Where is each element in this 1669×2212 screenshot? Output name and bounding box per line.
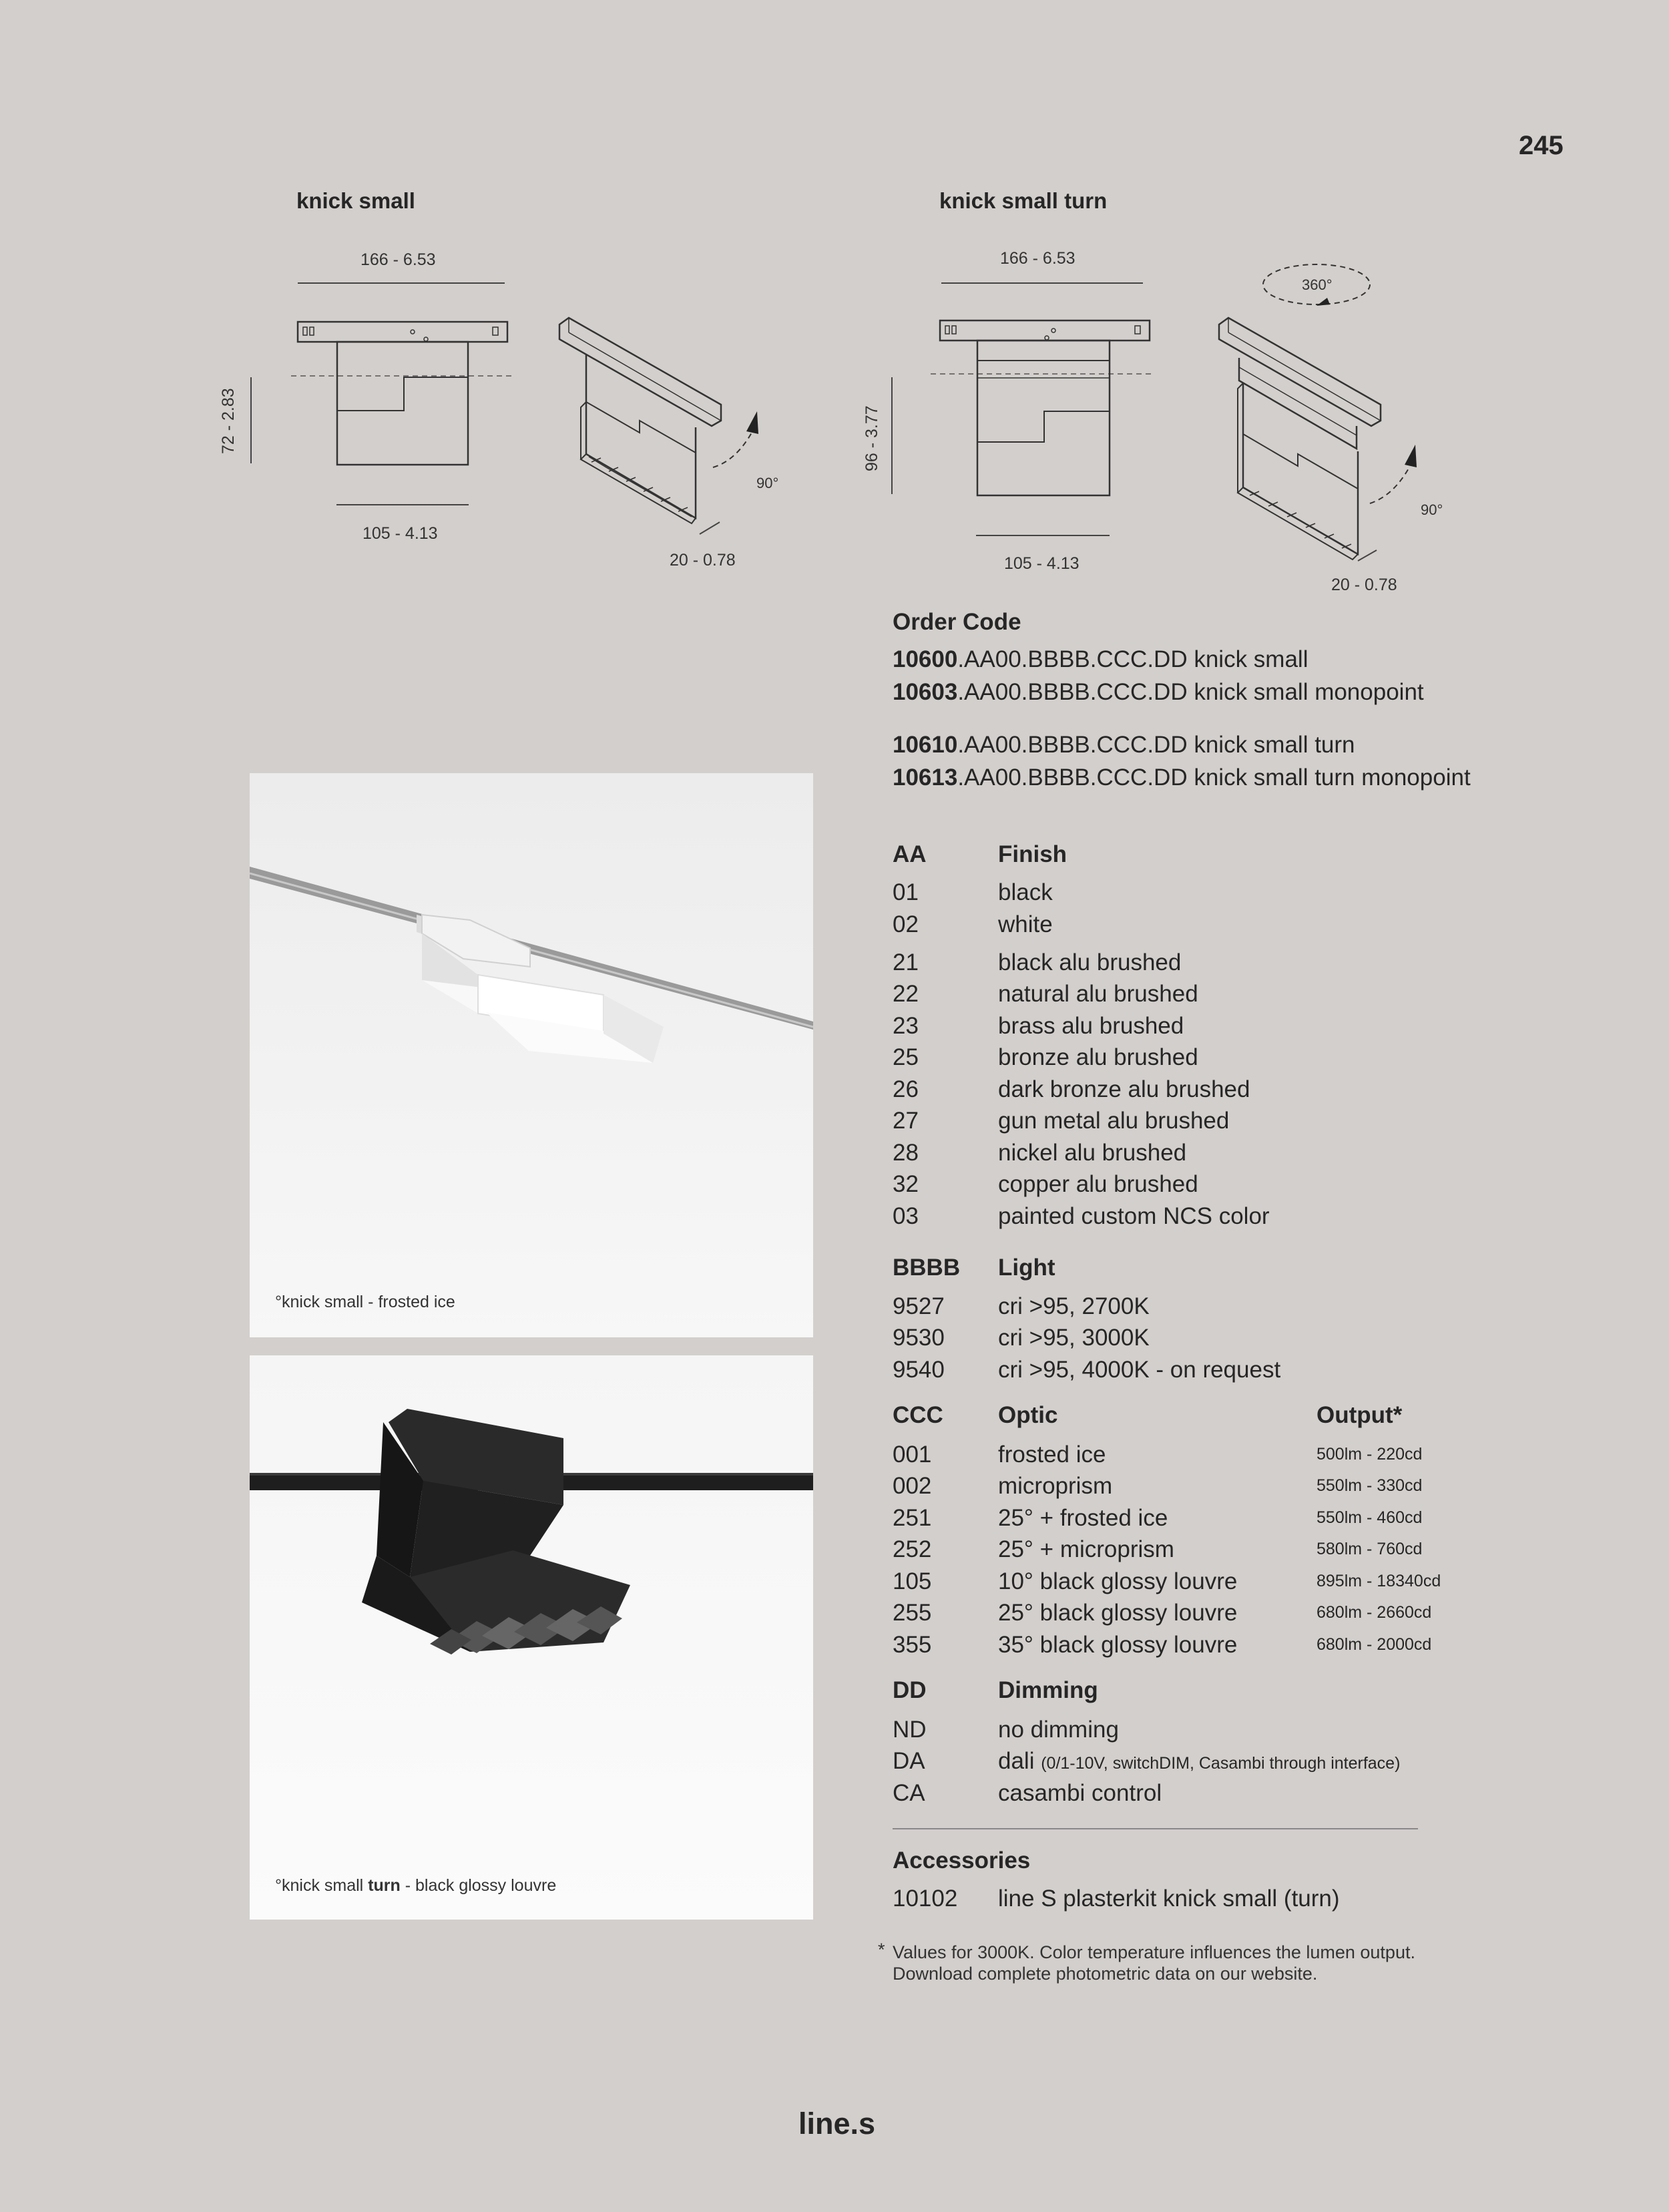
knick-small-front-drawing bbox=[294, 274, 521, 514]
tilt-angle-turn: 90° bbox=[1421, 501, 1443, 518]
finish-row: 22 natural alu brushed bbox=[893, 981, 1198, 1007]
finish-header: Finish bbox=[998, 841, 1067, 867]
dimming-row: DA dali (0/1-10V, switchDIM, Casambi through interface) bbox=[893, 1748, 1401, 1774]
finish-row: 01 black bbox=[893, 879, 1053, 905]
footnote-star: * bbox=[878, 1940, 885, 1960]
tilt-angle-small: 90° bbox=[756, 475, 779, 491]
caption-prefix: °knick small bbox=[275, 1876, 369, 1895]
finish-row: 27 gun metal alu brushed bbox=[893, 1108, 1230, 1134]
finish-row: 32 copper alu brushed bbox=[893, 1171, 1198, 1197]
optic-row: 002 microprism 550lm - 330cd bbox=[893, 1473, 1423, 1499]
width-dimension-turn: 166 - 6.53 bbox=[1000, 249, 1076, 268]
footnote-text: Values for 3000K. Color temperature influences the lumen output. Download complete photometric data on our website. bbox=[893, 1942, 1415, 1984]
photo-caption-black-glossy-louvre bbox=[275, 1876, 556, 1896]
order-code-line: 10613.AA00.BBBB.CCC.DD knick small turn monopoint bbox=[893, 764, 1471, 791]
product-photo-frosted-ice bbox=[250, 773, 813, 1337]
light-row: 9540 cri >95, 4000K - on request bbox=[893, 1357, 1281, 1383]
light-header: Light bbox=[998, 1255, 1055, 1281]
finish-row: 26 dark bronze alu brushed bbox=[893, 1076, 1250, 1102]
page-number: 245 bbox=[1519, 131, 1564, 160]
rotation-360-icon bbox=[1260, 260, 1374, 314]
optic-row: 251 25° + frosted ice 550lm - 460cd bbox=[893, 1505, 1423, 1531]
finish-row: 28 nickel alu brushed bbox=[893, 1140, 1187, 1166]
height-dimension-small: 72 - 2.83 bbox=[219, 388, 238, 454]
knick-small-turn-front-drawing bbox=[935, 274, 1162, 541]
optic-row: 255 25° black glossy louvre 680lm - 2660cd bbox=[893, 1600, 1432, 1626]
accessories-heading: Accessories bbox=[893, 1847, 1031, 1873]
photo-caption-frosted-ice: °knick small - frosted ice bbox=[275, 1293, 455, 1311]
finish-code-header: AA bbox=[893, 841, 927, 867]
optic-code-header: CCC bbox=[893, 1402, 943, 1428]
caption-bold-turn: turn bbox=[368, 1876, 401, 1895]
finish-row: 21 black alu brushed bbox=[893, 949, 1182, 975]
order-code-group-2 bbox=[893, 728, 1471, 794]
depth-dimension-turn: 20 - 0.78 bbox=[1331, 576, 1397, 594]
light-row: 9527 cri >95, 2700K bbox=[893, 1293, 1150, 1319]
finish-row: 23 brass alu brushed bbox=[893, 1013, 1184, 1039]
height-dimension-turn: 96 - 3.77 bbox=[863, 405, 881, 471]
output-header: Output* bbox=[1317, 1402, 1403, 1428]
drawing-title-turn: knick small turn bbox=[939, 188, 1108, 213]
accessory-row: 10102 line S plasterkit knick small (turn) bbox=[893, 1886, 1340, 1912]
optic-row: 105 10° black glossy louvre 895lm - 18340cd bbox=[893, 1568, 1441, 1594]
knick-small-turn-iso-drawing bbox=[1215, 314, 1435, 568]
optic-row: 252 25° + microprism 580lm - 760cd bbox=[893, 1536, 1423, 1562]
knick-small-iso-drawing bbox=[554, 314, 774, 541]
finish-row: 25 bronze alu brushed bbox=[893, 1044, 1198, 1070]
product-photo-black-glossy-louvre bbox=[250, 1355, 813, 1920]
caption-suffix: - black glossy louvre bbox=[400, 1876, 557, 1895]
brand-logo-text: line.s bbox=[798, 2107, 876, 2141]
finish-row: 02 white bbox=[893, 911, 1053, 937]
dimming-row: ND no dimming bbox=[893, 1717, 1119, 1743]
drawing-title-small: knick small bbox=[296, 188, 415, 213]
order-code-heading: Order Code bbox=[893, 609, 1021, 635]
dimming-header: Dimming bbox=[998, 1677, 1098, 1703]
optic-header: Optic bbox=[998, 1402, 1058, 1428]
order-code-line: 10600.AA00.BBBB.CCC.DD knick small bbox=[893, 646, 1308, 672]
order-code-group-1 bbox=[893, 643, 1424, 708]
optic-row: 355 35° black glossy louvre 680lm - 2000cd bbox=[893, 1632, 1432, 1658]
finish-row: 03 painted custom NCS color bbox=[893, 1203, 1270, 1229]
optic-row: 001 frosted ice 500lm - 220cd bbox=[893, 1442, 1423, 1468]
light-row: 9530 cri >95, 3000K bbox=[893, 1325, 1150, 1351]
dimming-row: CA casambi control bbox=[893, 1780, 1162, 1806]
base-dimension-small: 105 - 4.13 bbox=[363, 524, 438, 543]
depth-dimension-small: 20 - 0.78 bbox=[670, 551, 736, 570]
rotation-angle-turn: 360° bbox=[1302, 276, 1333, 293]
light-code-header: BBBB bbox=[893, 1255, 961, 1281]
order-code-line: 10610.AA00.BBBB.CCC.DD knick small turn bbox=[893, 732, 1355, 758]
base-dimension-turn: 105 - 4.13 bbox=[1004, 554, 1080, 573]
section-divider bbox=[893, 1828, 1418, 1829]
dimming-code-header: DD bbox=[893, 1677, 927, 1703]
order-code-line: 10603.AA00.BBBB.CCC.DD knick small monopoint bbox=[893, 679, 1424, 705]
width-dimension-small: 166 - 6.53 bbox=[361, 250, 436, 269]
